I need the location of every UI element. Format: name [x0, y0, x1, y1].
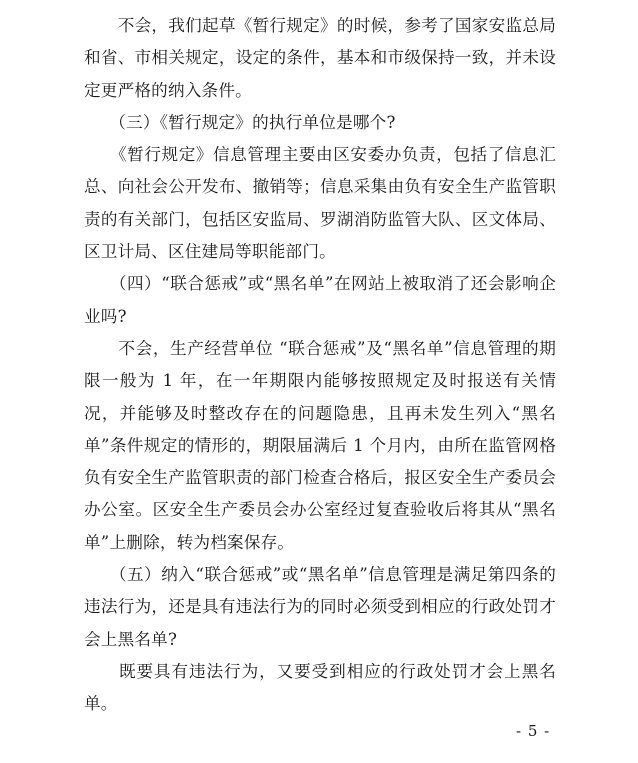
- paragraph-answer-3: 《暂行规定》信息管理主要由区安委办负责，包括了信息汇总、向社会公开发布、撤销等；信息采集由负有安全生产监管职责的有关部门，包括区安监局、罗湖消防监管大队、区文体局、区卫计局、区住建局等职能部门。: [84, 145, 556, 262]
- question-4-heading: （四）“联合惩戒”或“黑名单”在网站上被取消了还会影响企业吗?: [84, 274, 556, 326]
- question-5-heading: （五）纳入“联合惩戒”或“黑名单”信息管理是满足第四条的违法行为，还是具有违法行为的同时必须受到相应的行政处罚才会上黑名单?: [84, 565, 556, 649]
- page-number: - 5 -: [516, 722, 551, 740]
- paragraph-answer-4: 不会，生产经营单位 “联合惩戒”及“黑名单”信息管理的期限一般为 1 年，在一年期限内能够按照规定及时报送有关情况，并能够及时整改存在的问题隐患，且再未发生列入“黑名单”条件规定的情形的，期限届满后 1 个月内，由所在监管网格负有安全生产监管职责的部门检查合格后，报区安全生产委员会办公室。区安全生产委员会办公室经过复查验收后将其从“黑名单”上删除，转为档案保存。: [84, 338, 556, 552]
- paragraph-answer-2: 不会，我们起草《暂行规定》的时候，参考了国家安监总局和省、市相关规定，设定的条件，基本和市级保持一致，并未设定更严格的纳入条件。: [84, 16, 556, 100]
- paragraph-answer-5: 既要具有违法行为，又要受到相应的行政处罚才会上黑名单。: [84, 661, 556, 714]
- question-3-heading: （三）《暂行规定》的执行单位是哪个?: [84, 112, 396, 132]
- body-text: [84, 10, 556, 721]
